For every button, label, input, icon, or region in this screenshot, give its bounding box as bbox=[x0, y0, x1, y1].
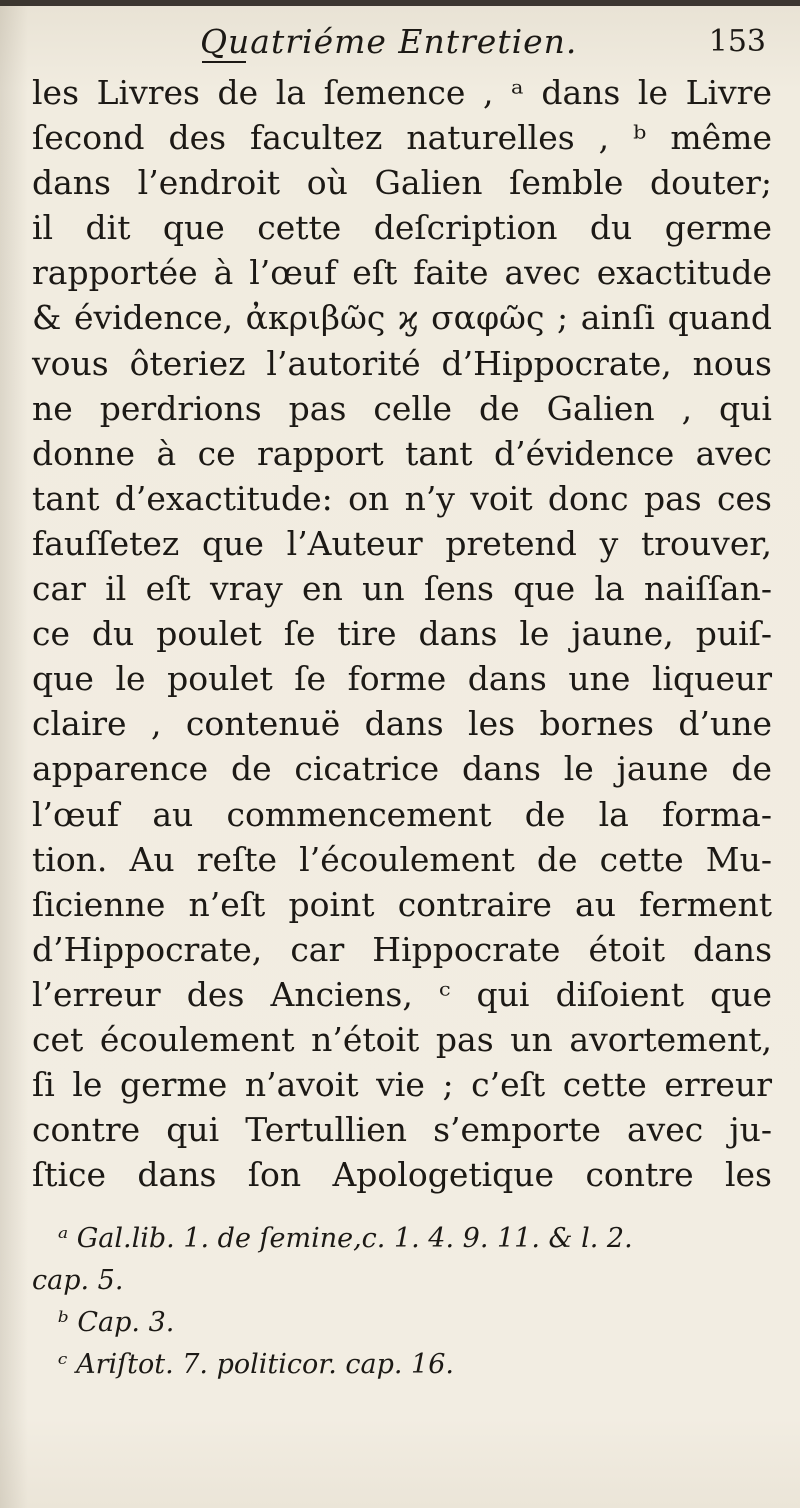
page-header bbox=[200, 22, 776, 70]
text-line: vous ôteriez l’autorité d’Hippocrate, nous bbox=[32, 343, 772, 383]
text-line: ſtice dans ſon Apologetique contre les bbox=[32, 1155, 772, 1195]
footnote-a-continued: cap. 5. bbox=[32, 1265, 124, 1296]
footnotes bbox=[32, 1218, 772, 1386]
text-line: tion. Au reſte l’écoulement de cette Mu- bbox=[32, 839, 772, 879]
text-line: cet écoulement n’étoit pas un avortement, bbox=[32, 1019, 772, 1059]
text-line: apparence de cicatrice dans le jaune de bbox=[32, 749, 772, 789]
text-line: les Livres de la ſemence , ᵃ dans le Livre bbox=[32, 73, 772, 112]
text-line: l’erreur des Anciens, ᶜ qui diſoient que bbox=[32, 974, 772, 1014]
page-top-edge bbox=[0, 0, 800, 6]
text-line: ce du poulet ſe tire dans le jaune, puiſ- bbox=[32, 614, 772, 654]
text-line: ne perdrions pas celle de Galien , qui bbox=[32, 388, 772, 428]
text-line: ſicienne n’eſt point contraire au ferment bbox=[32, 884, 772, 924]
text-line: donne à ce rapport tant d’évidence avec bbox=[32, 433, 772, 473]
text-line: d’Hippocrate, car Hippocrate étoit dans bbox=[32, 929, 772, 969]
text-line: ſecond des facultez naturelles , ᵇ même bbox=[32, 118, 772, 158]
text-line: ſi le germe n’avoit vie ; c’eſt cette erreur bbox=[32, 1065, 772, 1105]
text-line: & évidence, ἀκριβῶς ϗ σαφῶς ; ainſi quand bbox=[32, 298, 772, 338]
text-line: rapportée à l’œuf eſt faite avec exactitude bbox=[32, 253, 772, 293]
footnote-b: ᵇ Cap. 3. bbox=[58, 1307, 175, 1338]
text-line: contre qui Tertullien s’emporte avec ju- bbox=[32, 1110, 772, 1150]
text-line: l’œuf au commencement de la forma- bbox=[32, 794, 772, 834]
footnote-c: ᶜ Ariſtot. 7. politicor. cap. 16. bbox=[58, 1349, 454, 1380]
text-line: que le poulet ſe forme dans une liqueur bbox=[32, 659, 772, 699]
text-line: car il eſt vray en un ſens que la naiſſan- bbox=[32, 569, 772, 609]
running-title: Quatriéme Entretien. bbox=[200, 22, 578, 61]
text-line: tant d’exactitude: on n’y voit donc pas ces bbox=[32, 478, 772, 518]
page-number: 153 bbox=[708, 24, 766, 59]
body-text bbox=[32, 70, 772, 1197]
text-line: il dit que cette deſcription du germe bbox=[32, 208, 772, 248]
footnote-a: ᵃ Gal.lib. 1. de ſemine,c. 1. 4. 9. 11. & l. 2. bbox=[58, 1223, 633, 1254]
text-line: claire , contenuë dans les bornes d’une bbox=[32, 704, 772, 744]
text-line: fauſſetez que l’Auteur pretend y trouver, bbox=[32, 523, 772, 563]
text-line: dans l’endroit où Galien ſemble douter; bbox=[32, 163, 772, 203]
